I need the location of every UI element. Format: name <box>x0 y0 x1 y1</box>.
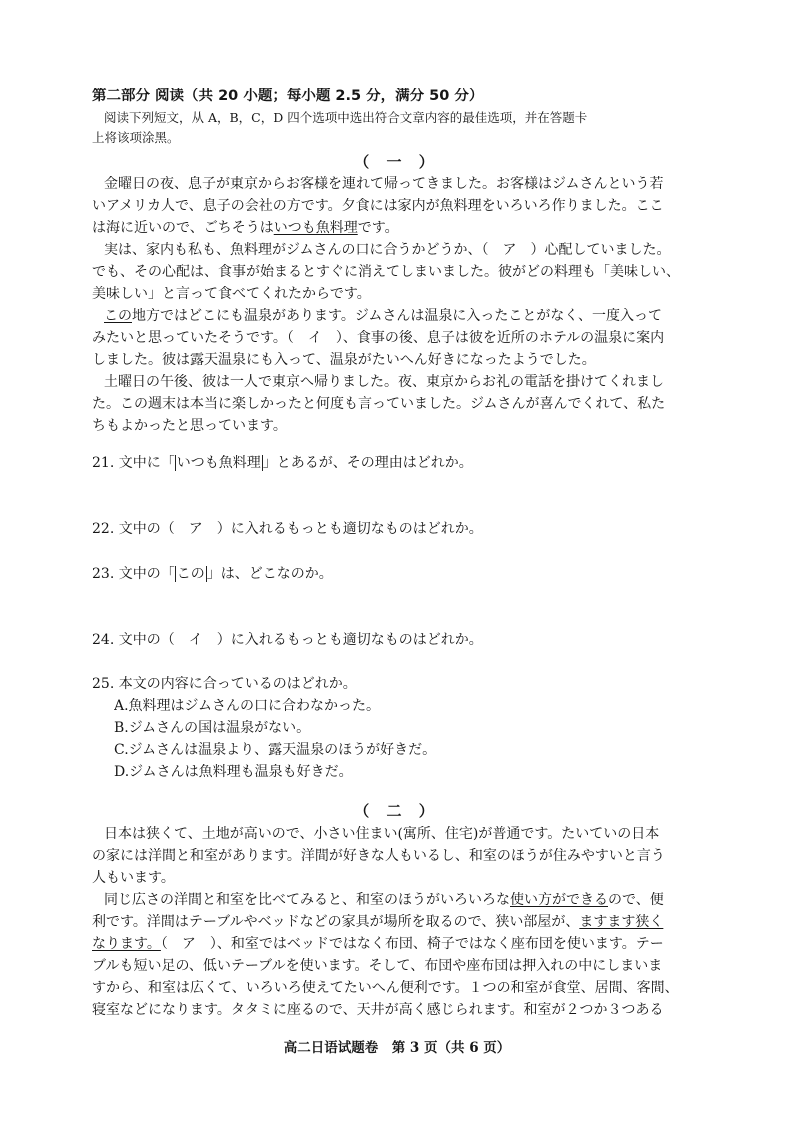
text-span: 」は、どこなのか。 <box>206 566 333 582</box>
boxed-phrase: この <box>176 566 205 582</box>
passage-1-line <box>104 308 734 324</box>
passage-1-line: でも、その心配は、食事が始まるとすぐに消えてしまいました。彼がどの料理も「美味しい、 <box>92 264 680 280</box>
underlined-phrase-itsumo-sakana-ryouri: いつも魚料理 <box>273 220 358 236</box>
passage-1-line: 土曜日の午後、彼は一人で東京へ帰りました。夜、東京からお礼の電話を掛けてくれまし <box>104 374 664 390</box>
section-1-heading: （ 一 ） <box>354 153 440 171</box>
text-span: （ ア ）、和室ではベッドではなく布団、椅子ではなく座布団を使います。テー <box>160 936 664 952</box>
passage-2-line <box>104 892 734 908</box>
option-b: B.ジムさんの国は温泉がない。 <box>114 720 311 736</box>
text-span: は海に近いので、ごちそうは <box>92 220 274 236</box>
text-span: 同じ広さの洋間と和室を比べてみると、和室のほうがいろいろな <box>104 892 510 908</box>
question-23 <box>92 566 722 582</box>
passage-1-line: いアメリカ人で、息子の会社の方です。夕食には家内が魚料理をいろいろ作りました。ここ <box>92 198 664 214</box>
passage-2-line <box>92 914 722 930</box>
passage-1-line: ちもよかったと思っています。 <box>92 418 287 434</box>
passage-2-line: ブルも短い足の、低いテーブルを使います。そして、布団や座布団は押入れの中にしまいま <box>92 958 663 974</box>
text-span: 」とあるが、その理由はどれか。 <box>262 455 473 471</box>
passage-1-line: しました。彼は露天温泉にも入って、温泉がたいへん好きになったようでした。 <box>92 352 596 368</box>
option-d: D.ジムさんは魚料理も温泉も好きだ。 <box>114 764 353 780</box>
page-footer: 高二日语试题卷 第 3 页（共 6 页） <box>283 1040 511 1056</box>
text-span: ので、便 <box>608 892 664 908</box>
text-span: 利です。洋間はテーブルやベッドなどの家具が場所を取るので、狭い部屋が、 <box>92 914 580 930</box>
passage-1-line <box>92 220 722 236</box>
instructions-line-1: 阅读下列短文，从 A，B，C，D 四个选项中选出符合文章内容的最佳选项，并在答题卡 <box>104 110 588 125</box>
question-22: 22. 文中の（ ア ）に入れるもっとも適切なものはどれか。 <box>92 521 483 537</box>
text-span: です。 <box>357 220 399 236</box>
underlined-phrase-tsukaikata: 使い方ができる <box>510 892 608 908</box>
passage-1-line: みたいと思っていたそうです。（ イ ）、食事の後、息子は彼を近所のホテルの温泉に案内 <box>92 330 665 346</box>
underlined-word-kono: この <box>104 308 132 324</box>
text-span: 21. 文中に「 <box>92 455 175 471</box>
option-a: A.魚料理はジムさんの口に合わなかった。 <box>114 698 380 714</box>
section-2-heading: （ 二 ） <box>354 802 440 820</box>
instructions-line-2: 上将该项涂黑。 <box>92 130 180 145</box>
passage-1-line: 実は、家内も私も、魚料理がジムさんの口に合うかどうか、（ ア ）心配していました。 <box>104 242 671 258</box>
passage-1-line: 美味しい」と言って食べてくれたからです。 <box>92 286 371 302</box>
question-25: 25. 本文の内容に合っているのはどれか。 <box>92 676 357 692</box>
text-span: 23. 文中の「 <box>92 566 175 582</box>
passage-2-line: 日本は狭くて、土地が高いので、小さい住まい(寓所、住宅)が普通です。たいていの日本 <box>104 826 660 842</box>
question-24: 24. 文中の（ イ ）に入れるもっとも適切なものはどれか。 <box>92 632 483 648</box>
part-title: 第二部分 阅读（共 20 小题；每小题 2.5 分，满分 50 分） <box>92 88 484 104</box>
passage-1-line: 金曜日の夜、息子が東京からお客様を連れて帰ってきました。お客様はジムさんという若 <box>104 176 664 192</box>
passage-2-line: の家には洋間と和室があります。洋間が好きな人もいるし、和室のほうが住みやすいと言う <box>92 848 665 864</box>
passage-2-line <box>92 936 722 952</box>
underlined-phrase-narimasu: なります。 <box>92 936 161 952</box>
option-c: C.ジムさんは温泉より、露天温泉のほうが好きだ。 <box>114 742 437 758</box>
underlined-phrase-masumasu-semaku: ますます狭く <box>579 914 664 930</box>
boxed-phrase: いつも魚料理 <box>176 455 261 471</box>
passage-2-line: 寝室などになります。タタミに座るので、天井が高く感じられます。和室が２つか３つある <box>92 1002 664 1018</box>
passage-2-line: 人もいます。 <box>92 870 175 886</box>
question-21 <box>92 455 722 471</box>
text-span: 地方ではどこにも温泉があります。ジムさんは温泉に入ったことがなく、一度入って <box>132 308 663 324</box>
passage-2-line: すから、和室は広くて、いろいろ使えてたいへん便利です。１つの和室が食堂、居間、客間、 <box>92 980 679 996</box>
passage-1-line: た。この週末は本当に楽しかったと何度も言っていました。ジムさんが喜んでくれて、私た <box>92 396 666 412</box>
